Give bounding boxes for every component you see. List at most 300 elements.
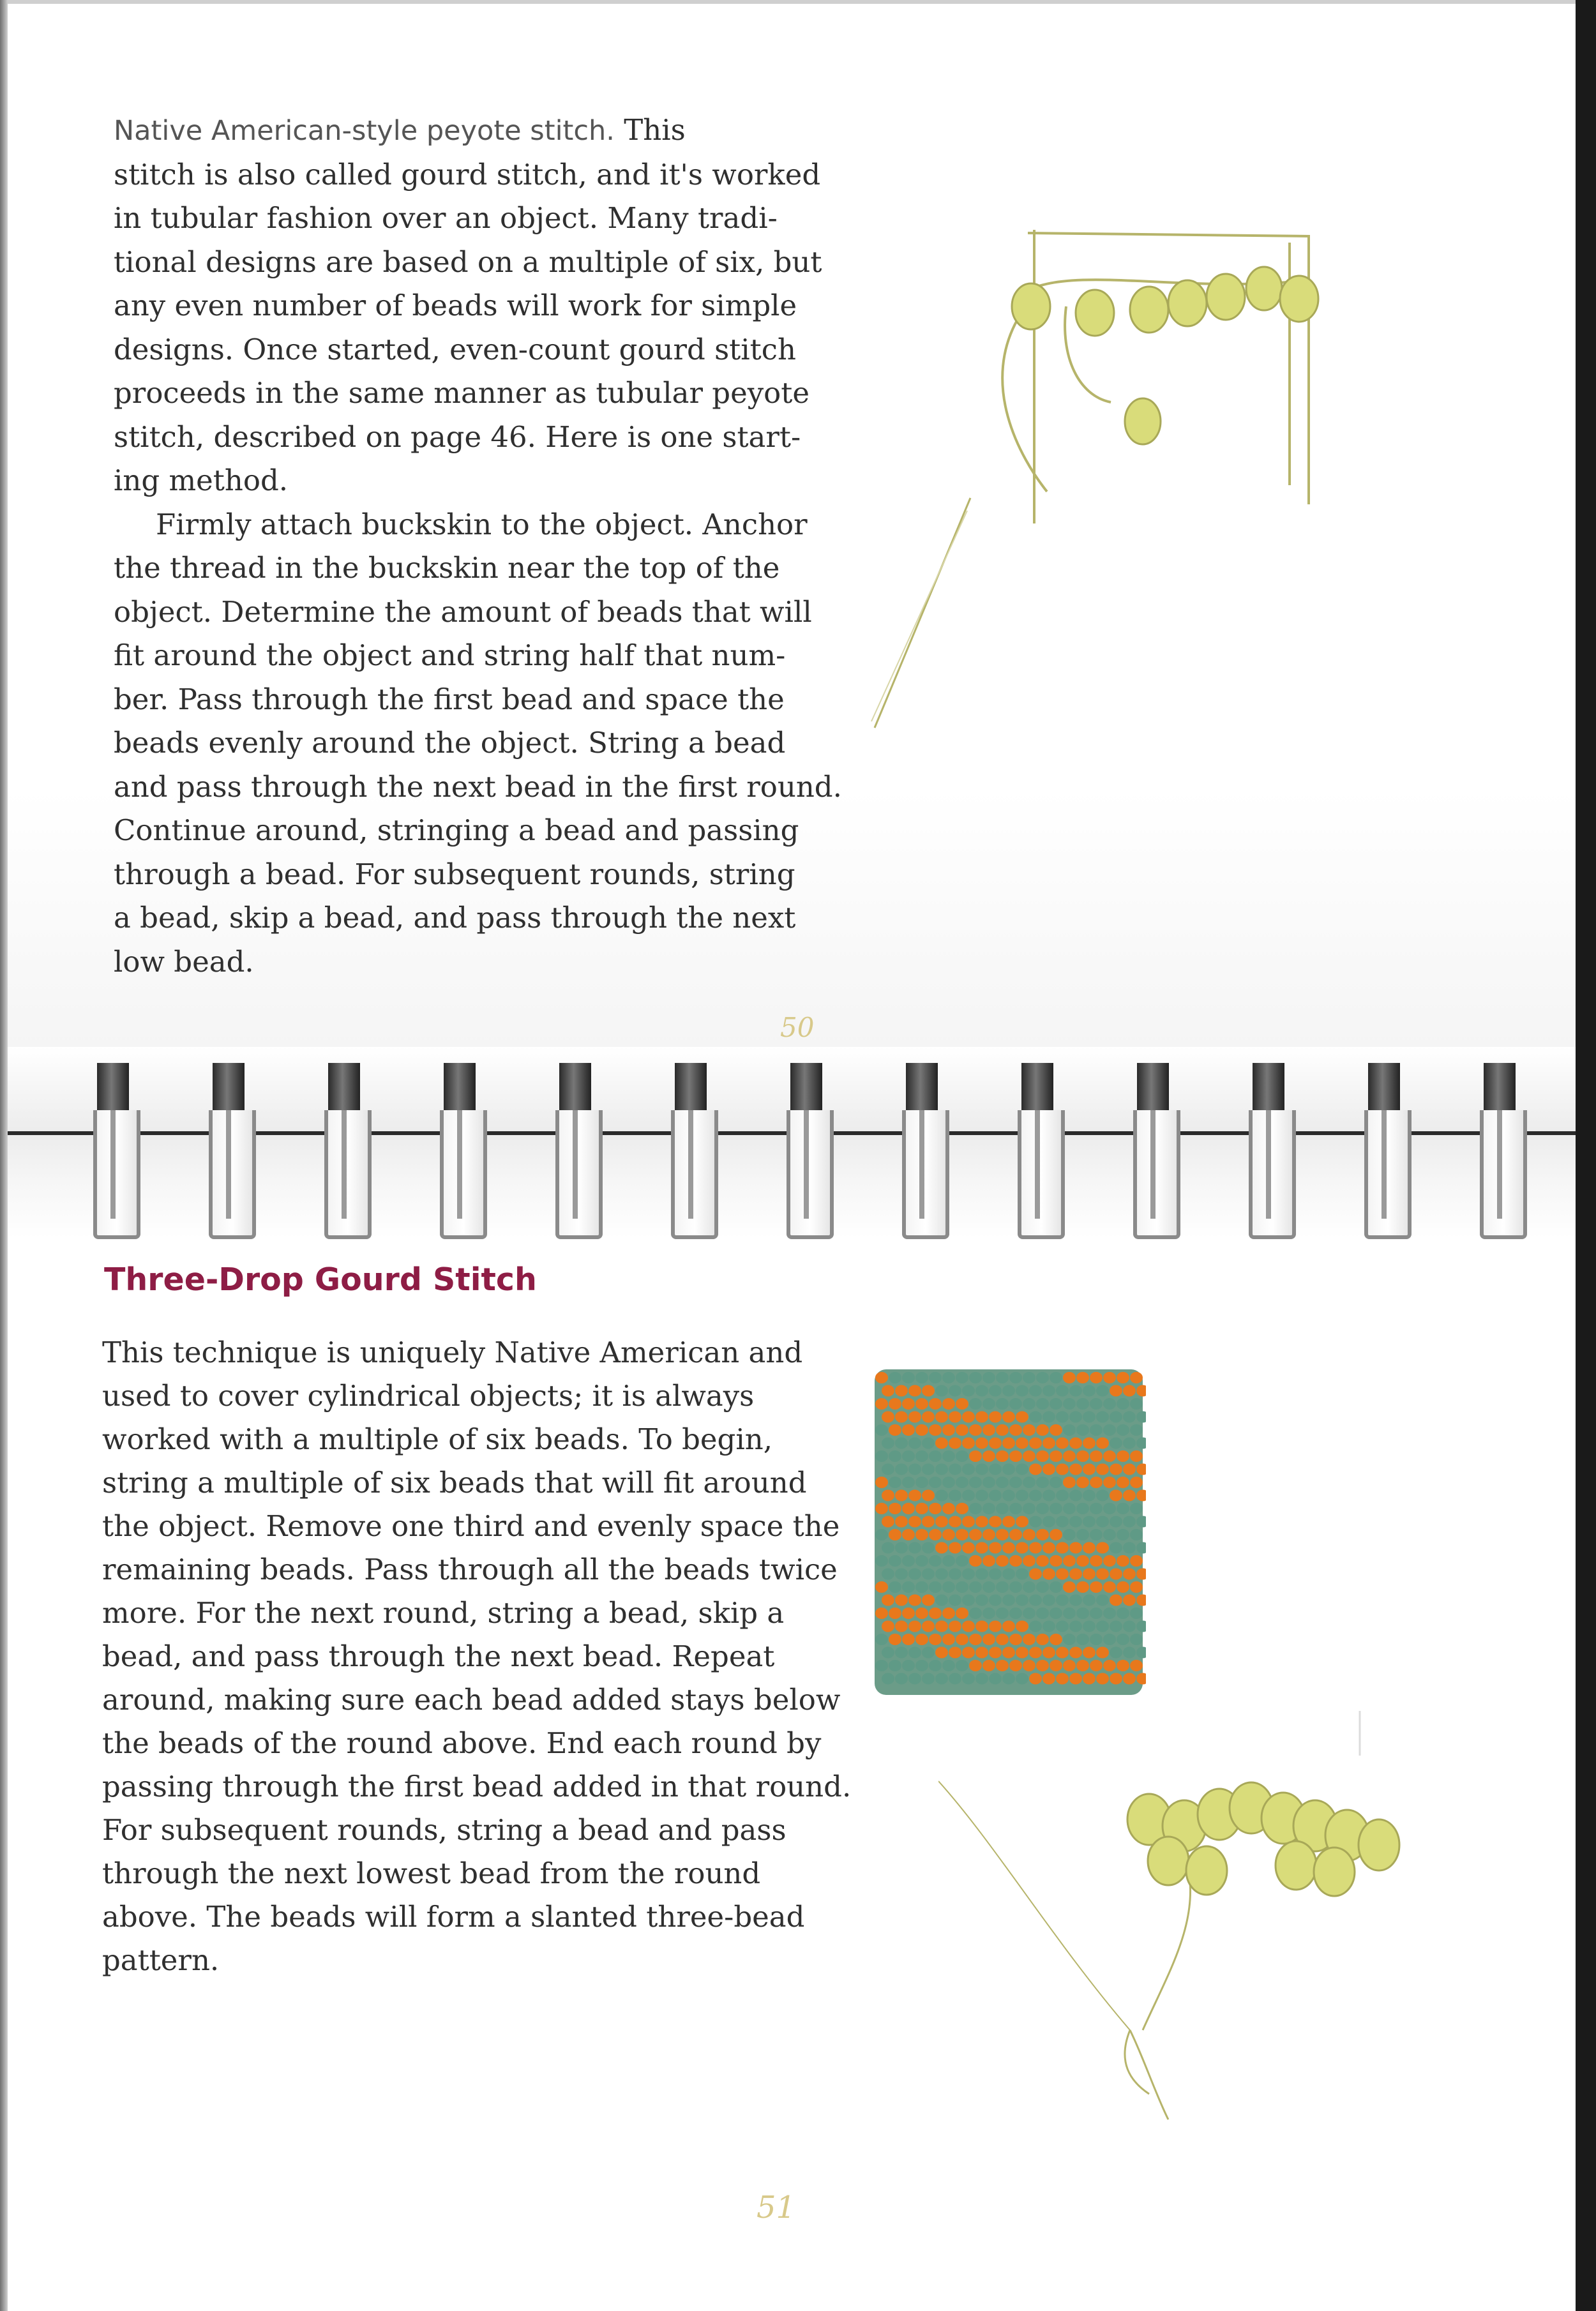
bead — [875, 1398, 888, 1410]
section-heading: Three-Drop Gourd Stitch — [104, 1261, 537, 1298]
bead — [1002, 1464, 1015, 1475]
binding-ring-cap — [213, 1063, 245, 1113]
bead — [902, 1398, 915, 1410]
bead — [975, 1673, 988, 1685]
body-line: through the next lowest bead from the round — [102, 1856, 761, 1890]
binding-ring-wire — [324, 1110, 372, 1239]
body-line: remaining beads. Pass through all the beads twice — [102, 1553, 838, 1586]
bead — [1009, 1477, 1022, 1488]
paragraph2-line: object. Determine the amount of beads that will — [114, 594, 812, 629]
bead — [1050, 1503, 1062, 1514]
bead — [895, 1595, 908, 1606]
bead — [1096, 1647, 1109, 1659]
bead — [942, 1634, 955, 1645]
bead — [1103, 1477, 1116, 1488]
bead — [962, 1647, 975, 1659]
bead — [1130, 1581, 1143, 1593]
bead — [1123, 1411, 1136, 1423]
bead — [956, 1607, 968, 1619]
bead — [962, 1621, 975, 1632]
bead — [1076, 1555, 1089, 1567]
bead — [889, 1660, 901, 1671]
bead — [975, 1595, 988, 1606]
bead — [982, 1450, 995, 1462]
bead — [1090, 1424, 1103, 1436]
bead — [1063, 1424, 1076, 1436]
bead — [989, 1385, 1002, 1397]
binding-ring-cap — [675, 1063, 707, 1113]
bead — [1009, 1503, 1022, 1514]
bead — [895, 1464, 908, 1475]
bead — [1069, 1385, 1082, 1397]
binding-ring — [1129, 1057, 1177, 1248]
bead — [1023, 1398, 1035, 1410]
bead — [1069, 1569, 1082, 1580]
bead — [1023, 1503, 1035, 1514]
bead — [902, 1450, 915, 1462]
bead — [895, 1490, 908, 1502]
bead — [915, 1529, 928, 1540]
binding-ring-wire-mid — [1381, 1110, 1387, 1219]
bead — [902, 1424, 915, 1436]
binding-ring — [1360, 1057, 1408, 1248]
bead — [1056, 1621, 1069, 1632]
bead — [1076, 1503, 1089, 1514]
binding-ring-wire-mid — [1150, 1110, 1156, 1219]
bead — [915, 1424, 928, 1436]
bead — [989, 1490, 1002, 1502]
bead — [1096, 1621, 1109, 1632]
bead — [962, 1490, 975, 1502]
bead — [1090, 1607, 1103, 1619]
bead — [935, 1595, 948, 1606]
bead — [1056, 1542, 1069, 1554]
bead — [1016, 1673, 1028, 1685]
bead — [875, 1555, 888, 1567]
bead — [969, 1634, 982, 1645]
bead — [1110, 1516, 1122, 1528]
binding-ring-wire-mid — [226, 1110, 231, 1219]
bead — [915, 1634, 928, 1645]
bead — [895, 1673, 908, 1685]
bead — [1130, 1372, 1143, 1383]
bead — [1009, 1581, 1022, 1593]
bead — [915, 1372, 928, 1383]
bead — [1110, 1595, 1122, 1606]
binding-ring — [205, 1057, 252, 1248]
bead — [1016, 1385, 1028, 1397]
bead — [902, 1581, 915, 1593]
binding-ring — [89, 1057, 137, 1248]
bead — [949, 1673, 961, 1685]
bead — [1090, 1477, 1103, 1488]
bead — [1090, 1503, 1103, 1514]
bead — [882, 1411, 894, 1423]
bead — [1029, 1673, 1042, 1685]
bead — [982, 1555, 995, 1567]
bead — [1096, 1385, 1109, 1397]
binding-ring — [1476, 1057, 1523, 1248]
bead — [962, 1542, 975, 1554]
bead — [1056, 1516, 1069, 1528]
binding-ring-wire — [671, 1110, 718, 1239]
bead — [1110, 1411, 1122, 1423]
bead — [889, 1503, 901, 1514]
bead — [935, 1673, 948, 1685]
bead — [1023, 1529, 1035, 1540]
bead — [882, 1385, 894, 1397]
bead — [969, 1555, 982, 1567]
bead — [996, 1372, 1009, 1383]
bead — [1076, 1424, 1089, 1436]
bead — [1043, 1673, 1055, 1685]
bead — [956, 1529, 968, 1540]
bead — [949, 1516, 961, 1528]
bead — [1036, 1503, 1049, 1514]
bead — [895, 1516, 908, 1528]
bead — [962, 1595, 975, 1606]
bead — [975, 1411, 988, 1423]
bead — [889, 1424, 901, 1436]
bead — [1050, 1477, 1062, 1488]
bead — [1110, 1569, 1122, 1580]
bead — [982, 1424, 995, 1436]
paragraph2-line: Continue around, stringing a bead and passing — [114, 813, 799, 847]
bead — [989, 1542, 1002, 1554]
bead — [875, 1372, 888, 1383]
bead — [982, 1529, 995, 1540]
paragraph1-line: stitch is also called gourd stitch, and it's worked — [114, 157, 821, 192]
bead — [915, 1477, 928, 1488]
bead — [969, 1477, 982, 1488]
bead — [1110, 1385, 1122, 1397]
bead — [929, 1529, 942, 1540]
scan-edge-right — [1576, 0, 1596, 2311]
bead — [996, 1424, 1009, 1436]
bead — [1083, 1621, 1095, 1632]
bead — [929, 1660, 942, 1671]
bead — [989, 1569, 1002, 1580]
binding-ring-wire — [1018, 1110, 1065, 1239]
bead — [1083, 1385, 1095, 1397]
bead — [969, 1607, 982, 1619]
bead — [1076, 1477, 1089, 1488]
bead — [908, 1490, 921, 1502]
bead — [935, 1464, 948, 1475]
body-line: For subsequent rounds, string a bead and pass — [102, 1813, 787, 1847]
bead — [1056, 1569, 1069, 1580]
bead — [915, 1503, 928, 1514]
bead — [1043, 1411, 1055, 1423]
bead — [949, 1569, 961, 1580]
bead — [882, 1595, 894, 1606]
bead — [915, 1607, 928, 1619]
bead — [956, 1398, 968, 1410]
bead — [996, 1477, 1009, 1488]
binding-ring-cap — [1253, 1063, 1284, 1113]
peyote-stitch-text — [114, 109, 842, 984]
bead — [1103, 1607, 1116, 1619]
bead — [908, 1647, 921, 1659]
bead — [1023, 1372, 1035, 1383]
bead — [1050, 1634, 1062, 1645]
bead — [1016, 1621, 1028, 1632]
bead — [1069, 1490, 1082, 1502]
bead — [908, 1516, 921, 1528]
bead — [1096, 1438, 1109, 1449]
bead — [1002, 1542, 1015, 1554]
binding-ring-wire-mid — [1497, 1110, 1502, 1219]
bead — [942, 1477, 955, 1488]
bead — [895, 1438, 908, 1449]
bead — [942, 1529, 955, 1540]
bead — [908, 1542, 921, 1554]
bead — [875, 1660, 888, 1671]
bead — [1002, 1595, 1015, 1606]
bead — [875, 1529, 888, 1540]
binding-ring-wire — [902, 1110, 949, 1239]
bead — [962, 1411, 975, 1423]
bead — [922, 1673, 935, 1685]
bead — [1123, 1542, 1136, 1554]
bead — [1090, 1450, 1103, 1462]
bead — [1090, 1634, 1103, 1645]
bead — [902, 1634, 915, 1645]
bead — [1009, 1398, 1022, 1410]
bead — [996, 1634, 1009, 1645]
bead — [1023, 1477, 1035, 1488]
bead — [1043, 1385, 1055, 1397]
bead — [1069, 1673, 1082, 1685]
first-line — [114, 109, 842, 153]
bead — [942, 1503, 955, 1514]
bead — [1110, 1647, 1122, 1659]
bead — [975, 1621, 988, 1632]
bead — [975, 1569, 988, 1580]
bead — [1103, 1450, 1116, 1462]
paragraph1-line: ing method. — [114, 463, 289, 497]
bead — [1130, 1477, 1143, 1488]
bead — [975, 1438, 988, 1449]
bead — [982, 1372, 995, 1383]
bead — [996, 1607, 1009, 1619]
bead — [1123, 1490, 1136, 1502]
bead — [882, 1621, 894, 1632]
bead — [982, 1660, 995, 1671]
bead — [1016, 1595, 1028, 1606]
bead — [915, 1450, 928, 1462]
bead — [1130, 1529, 1143, 1540]
bead — [929, 1607, 942, 1619]
bead — [982, 1634, 995, 1645]
bead — [1103, 1660, 1116, 1671]
binding-ring-cap — [1021, 1063, 1053, 1113]
paragraph1-line: proceeds in the same manner as tubular peyote — [114, 376, 809, 410]
bead — [1063, 1398, 1076, 1410]
bead — [1036, 1424, 1049, 1436]
bead — [1096, 1569, 1109, 1580]
bead — [889, 1450, 901, 1462]
bead — [922, 1490, 935, 1502]
bead — [1043, 1569, 1055, 1580]
bead — [908, 1569, 921, 1580]
bead — [935, 1411, 948, 1423]
bead — [1050, 1372, 1062, 1383]
bead — [996, 1450, 1009, 1462]
binding-ring-wire-mid — [919, 1110, 924, 1219]
bead — [935, 1490, 948, 1502]
page-number-51: 51 — [757, 2190, 796, 2225]
bead — [956, 1555, 968, 1567]
bead — [969, 1581, 982, 1593]
bead — [942, 1398, 955, 1410]
bead — [1083, 1673, 1095, 1685]
bead — [1063, 1634, 1076, 1645]
bead — [1002, 1673, 1015, 1685]
binding-ring — [898, 1057, 945, 1248]
binding-ring-cap — [790, 1063, 822, 1113]
bead — [1083, 1438, 1095, 1449]
bead — [1056, 1438, 1069, 1449]
bead — [1130, 1660, 1143, 1671]
bead — [1063, 1372, 1076, 1383]
binding-ring — [320, 1057, 368, 1248]
bead — [1002, 1411, 1015, 1423]
bead — [1009, 1450, 1022, 1462]
body-line: This technique is uniquely Native American and — [102, 1336, 803, 1369]
bead — [942, 1372, 955, 1383]
bead — [1036, 1634, 1049, 1645]
bead — [1063, 1607, 1076, 1619]
body-line: more. For the next round, string a bead, skip a — [102, 1596, 785, 1630]
binding-ring-wire — [93, 1110, 140, 1239]
bead — [1043, 1621, 1055, 1632]
bead — [1117, 1607, 1129, 1619]
bead — [989, 1516, 1002, 1528]
bead — [1096, 1673, 1109, 1685]
bead — [875, 1450, 888, 1462]
bead — [996, 1581, 1009, 1593]
bead — [1036, 1660, 1049, 1671]
bead — [1090, 1398, 1103, 1410]
bead — [1123, 1569, 1136, 1580]
bead — [1009, 1372, 1022, 1383]
binding-ring-wire — [1133, 1110, 1180, 1239]
bead — [1016, 1569, 1028, 1580]
binding-ring-wire-mid — [688, 1110, 693, 1219]
bead — [949, 1411, 961, 1423]
bead — [1096, 1595, 1109, 1606]
body-line: above. The beads will form a slanted three-bead — [102, 1900, 805, 1934]
bead — [875, 1607, 888, 1619]
binding-ring-wire-mid — [804, 1110, 809, 1219]
bead — [996, 1503, 1009, 1514]
bead — [1110, 1464, 1122, 1475]
bead — [1096, 1490, 1109, 1502]
bead — [1050, 1398, 1062, 1410]
binding-ring-cap — [559, 1063, 591, 1113]
bead — [1090, 1581, 1103, 1593]
paragraph2-line: and pass through the next bead in the first round. — [114, 769, 842, 804]
bead — [922, 1621, 935, 1632]
bead — [1016, 1516, 1028, 1528]
bead — [969, 1450, 982, 1462]
body-line: used to cover cylindrical objects; it is always — [102, 1379, 755, 1413]
bead — [956, 1634, 968, 1645]
bead — [1043, 1490, 1055, 1502]
bead — [1023, 1555, 1035, 1567]
bead — [1002, 1438, 1015, 1449]
bead — [875, 1634, 888, 1645]
bead — [1110, 1673, 1122, 1685]
bead — [922, 1411, 935, 1423]
bead — [982, 1581, 995, 1593]
bead — [996, 1555, 1009, 1567]
bead — [969, 1424, 982, 1436]
bead — [942, 1607, 955, 1619]
bead — [889, 1372, 901, 1383]
bead — [902, 1372, 915, 1383]
bead — [1123, 1385, 1136, 1397]
binding-ring-cap — [1484, 1063, 1516, 1113]
bead — [915, 1581, 928, 1593]
bead — [1123, 1516, 1136, 1528]
bead — [1029, 1516, 1042, 1528]
bead — [1056, 1673, 1069, 1685]
bead — [1130, 1398, 1143, 1410]
bead — [1036, 1555, 1049, 1567]
bead — [908, 1385, 921, 1397]
bead — [1050, 1555, 1062, 1567]
bead — [895, 1647, 908, 1659]
bead — [882, 1464, 894, 1475]
bead — [1117, 1398, 1129, 1410]
bead — [1096, 1516, 1109, 1528]
paragraph2-line: the thread in the buckskin near the top of the — [114, 551, 780, 585]
bead — [1110, 1438, 1122, 1449]
bead — [922, 1569, 935, 1580]
bead — [882, 1516, 894, 1528]
paragraph2-line: beads evenly around the object. String a bead — [114, 726, 786, 760]
bead — [1103, 1398, 1116, 1410]
bead — [1069, 1595, 1082, 1606]
paragraph2-line: fit around the object and string half that num- — [114, 638, 786, 672]
bead — [1117, 1555, 1129, 1567]
bead — [902, 1503, 915, 1514]
bead — [975, 1647, 988, 1659]
bead — [1110, 1490, 1122, 1502]
bead — [882, 1542, 894, 1554]
bead — [1103, 1555, 1116, 1567]
bead — [922, 1542, 935, 1554]
bead — [1083, 1647, 1095, 1659]
bead — [1016, 1438, 1028, 1449]
bead — [935, 1569, 948, 1580]
bead — [956, 1424, 968, 1436]
bead — [969, 1372, 982, 1383]
bead — [889, 1581, 901, 1593]
bead — [1076, 1634, 1089, 1645]
bead — [902, 1477, 915, 1488]
bead — [875, 1581, 888, 1593]
bead — [1029, 1621, 1042, 1632]
bead — [1050, 1660, 1062, 1671]
bead — [975, 1464, 988, 1475]
bead — [996, 1398, 1009, 1410]
bead — [1069, 1411, 1082, 1423]
scan-edge-left — [0, 0, 8, 2311]
bead — [1023, 1660, 1035, 1671]
